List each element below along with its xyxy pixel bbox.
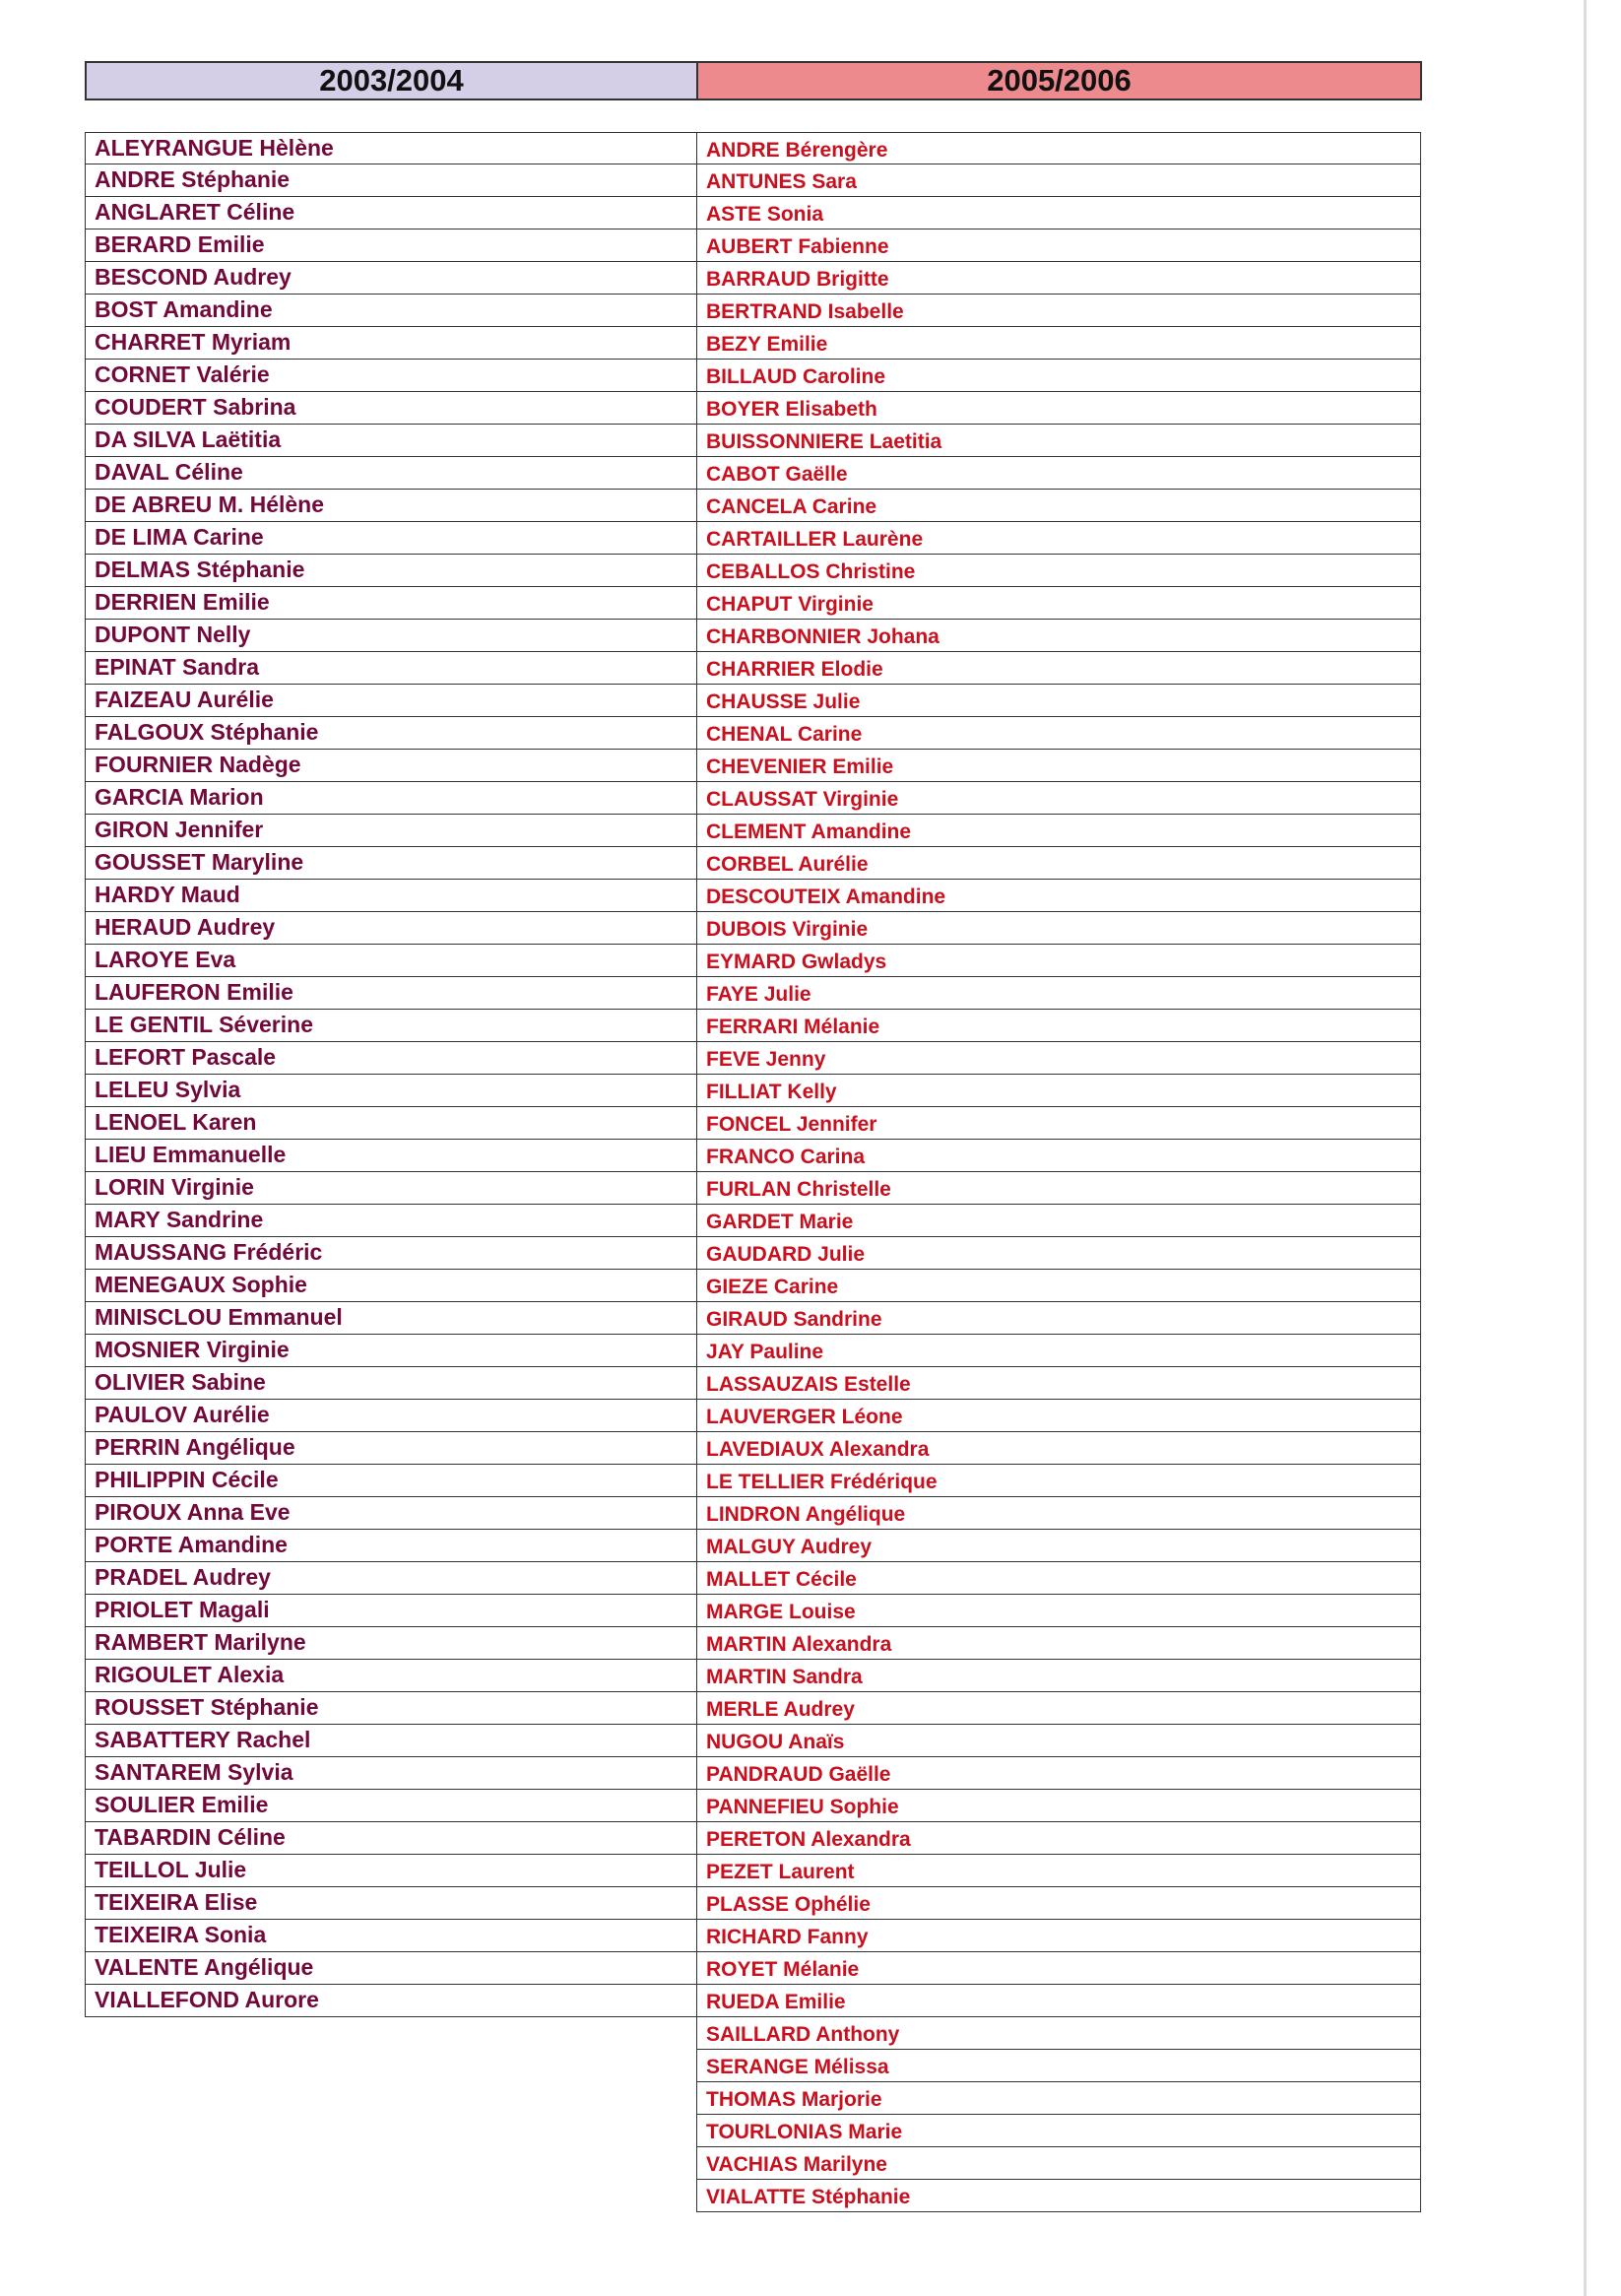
name-row: LORIN Virginie	[85, 1172, 697, 1205]
name-row: ROUSSET Stéphanie	[85, 1692, 697, 1725]
name-row: DELMAS Stéphanie	[85, 555, 697, 587]
name-row: CORNET Valérie	[85, 360, 697, 392]
name-row: VIALATTE Stéphanie	[696, 2180, 1421, 2212]
name-row: BOYER Elisabeth	[696, 392, 1421, 425]
name-row: DE ABREU M. Hélène	[85, 490, 697, 522]
name-row: BERARD Emilie	[85, 230, 697, 262]
name-row: FILLIAT Kelly	[696, 1075, 1421, 1107]
name-row: SERANGE Mélissa	[696, 2050, 1421, 2082]
name-row: LENOEL Karen	[85, 1107, 697, 1140]
name-row: GARDET Marie	[696, 1205, 1421, 1237]
name-row: PAULOV Aurélie	[85, 1400, 697, 1432]
name-row: HARDY Maud	[85, 880, 697, 912]
name-row: BILLAUD Caroline	[696, 360, 1421, 392]
name-row: PRADEL Audrey	[85, 1562, 697, 1595]
name-row: PANDRAUD Gaëlle	[696, 1757, 1421, 1790]
name-row: CANCELA Carine	[696, 490, 1421, 522]
name-row: BOST Amandine	[85, 295, 697, 327]
name-row: ANDRE Stéphanie	[85, 164, 697, 197]
name-row: ROYET Mélanie	[696, 1952, 1421, 1985]
name-row: LASSAUZAIS Estelle	[696, 1367, 1421, 1400]
name-row: BERTRAND Isabelle	[696, 295, 1421, 327]
name-row: FURLAN Christelle	[696, 1172, 1421, 1205]
name-row: CHARRIER Elodie	[696, 652, 1421, 685]
header-2005-2006: 2005/2006	[696, 61, 1422, 100]
name-row: DA SILVA Laëtitia	[85, 425, 697, 457]
name-row: NUGOU Anaïs	[696, 1725, 1421, 1757]
name-row: LELEU Sylvia	[85, 1075, 697, 1107]
name-row: ANTUNES Sara	[696, 164, 1421, 197]
name-row: PIROUX Anna Eve	[85, 1497, 697, 1530]
name-row: PERRIN Angélique	[85, 1432, 697, 1465]
name-row: GAUDARD Julie	[696, 1237, 1421, 1270]
name-row: RUEDA Emilie	[696, 1985, 1421, 2017]
name-row: BESCOND Audrey	[85, 262, 697, 295]
name-row: CABOT Gaëlle	[696, 457, 1421, 490]
name-row: GIRON Jennifer	[85, 815, 697, 847]
name-row: MERLE Audrey	[696, 1692, 1421, 1725]
name-row: TEIXEIRA Elise	[85, 1887, 697, 1920]
name-row: TOURLONIAS Marie	[696, 2115, 1421, 2147]
name-row: FAIZEAU Aurélie	[85, 685, 697, 717]
name-row: AUBERT Fabienne	[696, 230, 1421, 262]
name-row: TEILLOL Julie	[85, 1855, 697, 1887]
name-row: FONCEL Jennifer	[696, 1107, 1421, 1140]
name-row: ALEYRANGUE Hèlène	[85, 132, 697, 164]
name-row: DAVAL Céline	[85, 457, 697, 490]
list-2005-2006	[696, 132, 1421, 2212]
name-row: CHEVENIER Emilie	[696, 750, 1421, 782]
name-row: LE GENTIL Séverine	[85, 1010, 697, 1042]
name-row: GOUSSET Maryline	[85, 847, 697, 880]
scan-edge-line	[1584, 0, 1587, 2296]
name-row: LAUVERGER Léone	[696, 1400, 1421, 1432]
name-row: LINDRON Angélique	[696, 1497, 1421, 1530]
name-row: RAMBERT Marilyne	[85, 1627, 697, 1660]
name-row: COUDERT Sabrina	[85, 392, 697, 425]
name-row: EYMARD Gwladys	[696, 945, 1421, 977]
name-row: SAILLARD Anthony	[696, 2017, 1421, 2050]
name-row: TEIXEIRA Sonia	[85, 1920, 697, 1952]
name-row: MARTIN Sandra	[696, 1660, 1421, 1692]
name-row: FEVE Jenny	[696, 1042, 1421, 1075]
name-row: TABARDIN Céline	[85, 1822, 697, 1855]
name-row: PHILIPPIN Cécile	[85, 1465, 697, 1497]
header-2003-2004: 2003/2004	[85, 61, 698, 100]
name-row: OLIVIER Sabine	[85, 1367, 697, 1400]
name-row: ASTE Sonia	[696, 197, 1421, 230]
name-row: MENEGAUX Sophie	[85, 1270, 697, 1302]
name-row: GIEZE Carine	[696, 1270, 1421, 1302]
name-row: PRIOLET Magali	[85, 1595, 697, 1627]
name-row: CEBALLOS Christine	[696, 555, 1421, 587]
name-row: VALENTE Angélique	[85, 1952, 697, 1985]
name-row: CLEMENT Amandine	[696, 815, 1421, 847]
name-row: HERAUD Audrey	[85, 912, 697, 945]
name-row: RICHARD Fanny	[696, 1920, 1421, 1952]
name-row: BARRAUD Brigitte	[696, 262, 1421, 295]
name-row: CORBEL Aurélie	[696, 847, 1421, 880]
name-row: BEZY Emilie	[696, 327, 1421, 360]
name-row: LEFORT Pascale	[85, 1042, 697, 1075]
name-row: JAY Pauline	[696, 1335, 1421, 1367]
list-2003-2004	[85, 132, 697, 2017]
name-row: FRANCO Carina	[696, 1140, 1421, 1172]
name-row: GARCIA Marion	[85, 782, 697, 815]
name-row: MOSNIER Virginie	[85, 1335, 697, 1367]
name-row: BUISSONNIERE Laetitia	[696, 425, 1421, 457]
name-row: DUPONT Nelly	[85, 620, 697, 652]
name-row: EPINAT Sandra	[85, 652, 697, 685]
name-row: MALLET Cécile	[696, 1562, 1421, 1595]
name-row: VIALLEFOND Aurore	[85, 1985, 697, 2017]
name-row: LE TELLIER Frédérique	[696, 1465, 1421, 1497]
name-row: LAUFERON Emilie	[85, 977, 697, 1010]
name-row: PLASSE Ophélie	[696, 1887, 1421, 1920]
name-row: SANTAREM Sylvia	[85, 1757, 697, 1790]
name-row: ANDRE Bérengère	[696, 132, 1421, 164]
name-row: MARY Sandrine	[85, 1205, 697, 1237]
name-row: VACHIAS Marilyne	[696, 2147, 1421, 2180]
name-row: MARGE Louise	[696, 1595, 1421, 1627]
name-row: RIGOULET Alexia	[85, 1660, 697, 1692]
name-row: PORTE Amandine	[85, 1530, 697, 1562]
name-row: SABATTERY Rachel	[85, 1725, 697, 1757]
name-row: CARTAILLER Laurène	[696, 522, 1421, 555]
name-row: DUBOIS Virginie	[696, 912, 1421, 945]
name-row: MINISCLOU Emmanuel	[85, 1302, 697, 1335]
name-row: CHAUSSE Julie	[696, 685, 1421, 717]
name-row: DERRIEN Emilie	[85, 587, 697, 620]
name-row: CHENAL Carine	[696, 717, 1421, 750]
name-row: LAROYE Eva	[85, 945, 697, 977]
name-row: LAVEDIAUX Alexandra	[696, 1432, 1421, 1465]
name-row: GIRAUD Sandrine	[696, 1302, 1421, 1335]
name-row: MAUSSANG Frédéric	[85, 1237, 697, 1270]
name-row: PANNEFIEU Sophie	[696, 1790, 1421, 1822]
name-row: CHARRET Myriam	[85, 327, 697, 360]
name-row: LIEU Emmanuelle	[85, 1140, 697, 1172]
name-row: PERETON Alexandra	[696, 1822, 1421, 1855]
name-row: CHAPUT Virginie	[696, 587, 1421, 620]
name-row: CHARBONNIER Johana	[696, 620, 1421, 652]
name-row: ANGLARET Céline	[85, 197, 697, 230]
name-row: SOULIER Emilie	[85, 1790, 697, 1822]
name-row: PEZET Laurent	[696, 1855, 1421, 1887]
name-row: THOMAS Marjorie	[696, 2082, 1421, 2115]
name-row: FALGOUX Stéphanie	[85, 717, 697, 750]
name-row: MARTIN Alexandra	[696, 1627, 1421, 1660]
name-row: FERRARI Mélanie	[696, 1010, 1421, 1042]
name-row: DE LIMA Carine	[85, 522, 697, 555]
name-row: FOURNIER Nadège	[85, 750, 697, 782]
name-row: MALGUY Audrey	[696, 1530, 1421, 1562]
name-row: CLAUSSAT Virginie	[696, 782, 1421, 815]
name-row: DESCOUTEIX Amandine	[696, 880, 1421, 912]
name-row: FAYE Julie	[696, 977, 1421, 1010]
